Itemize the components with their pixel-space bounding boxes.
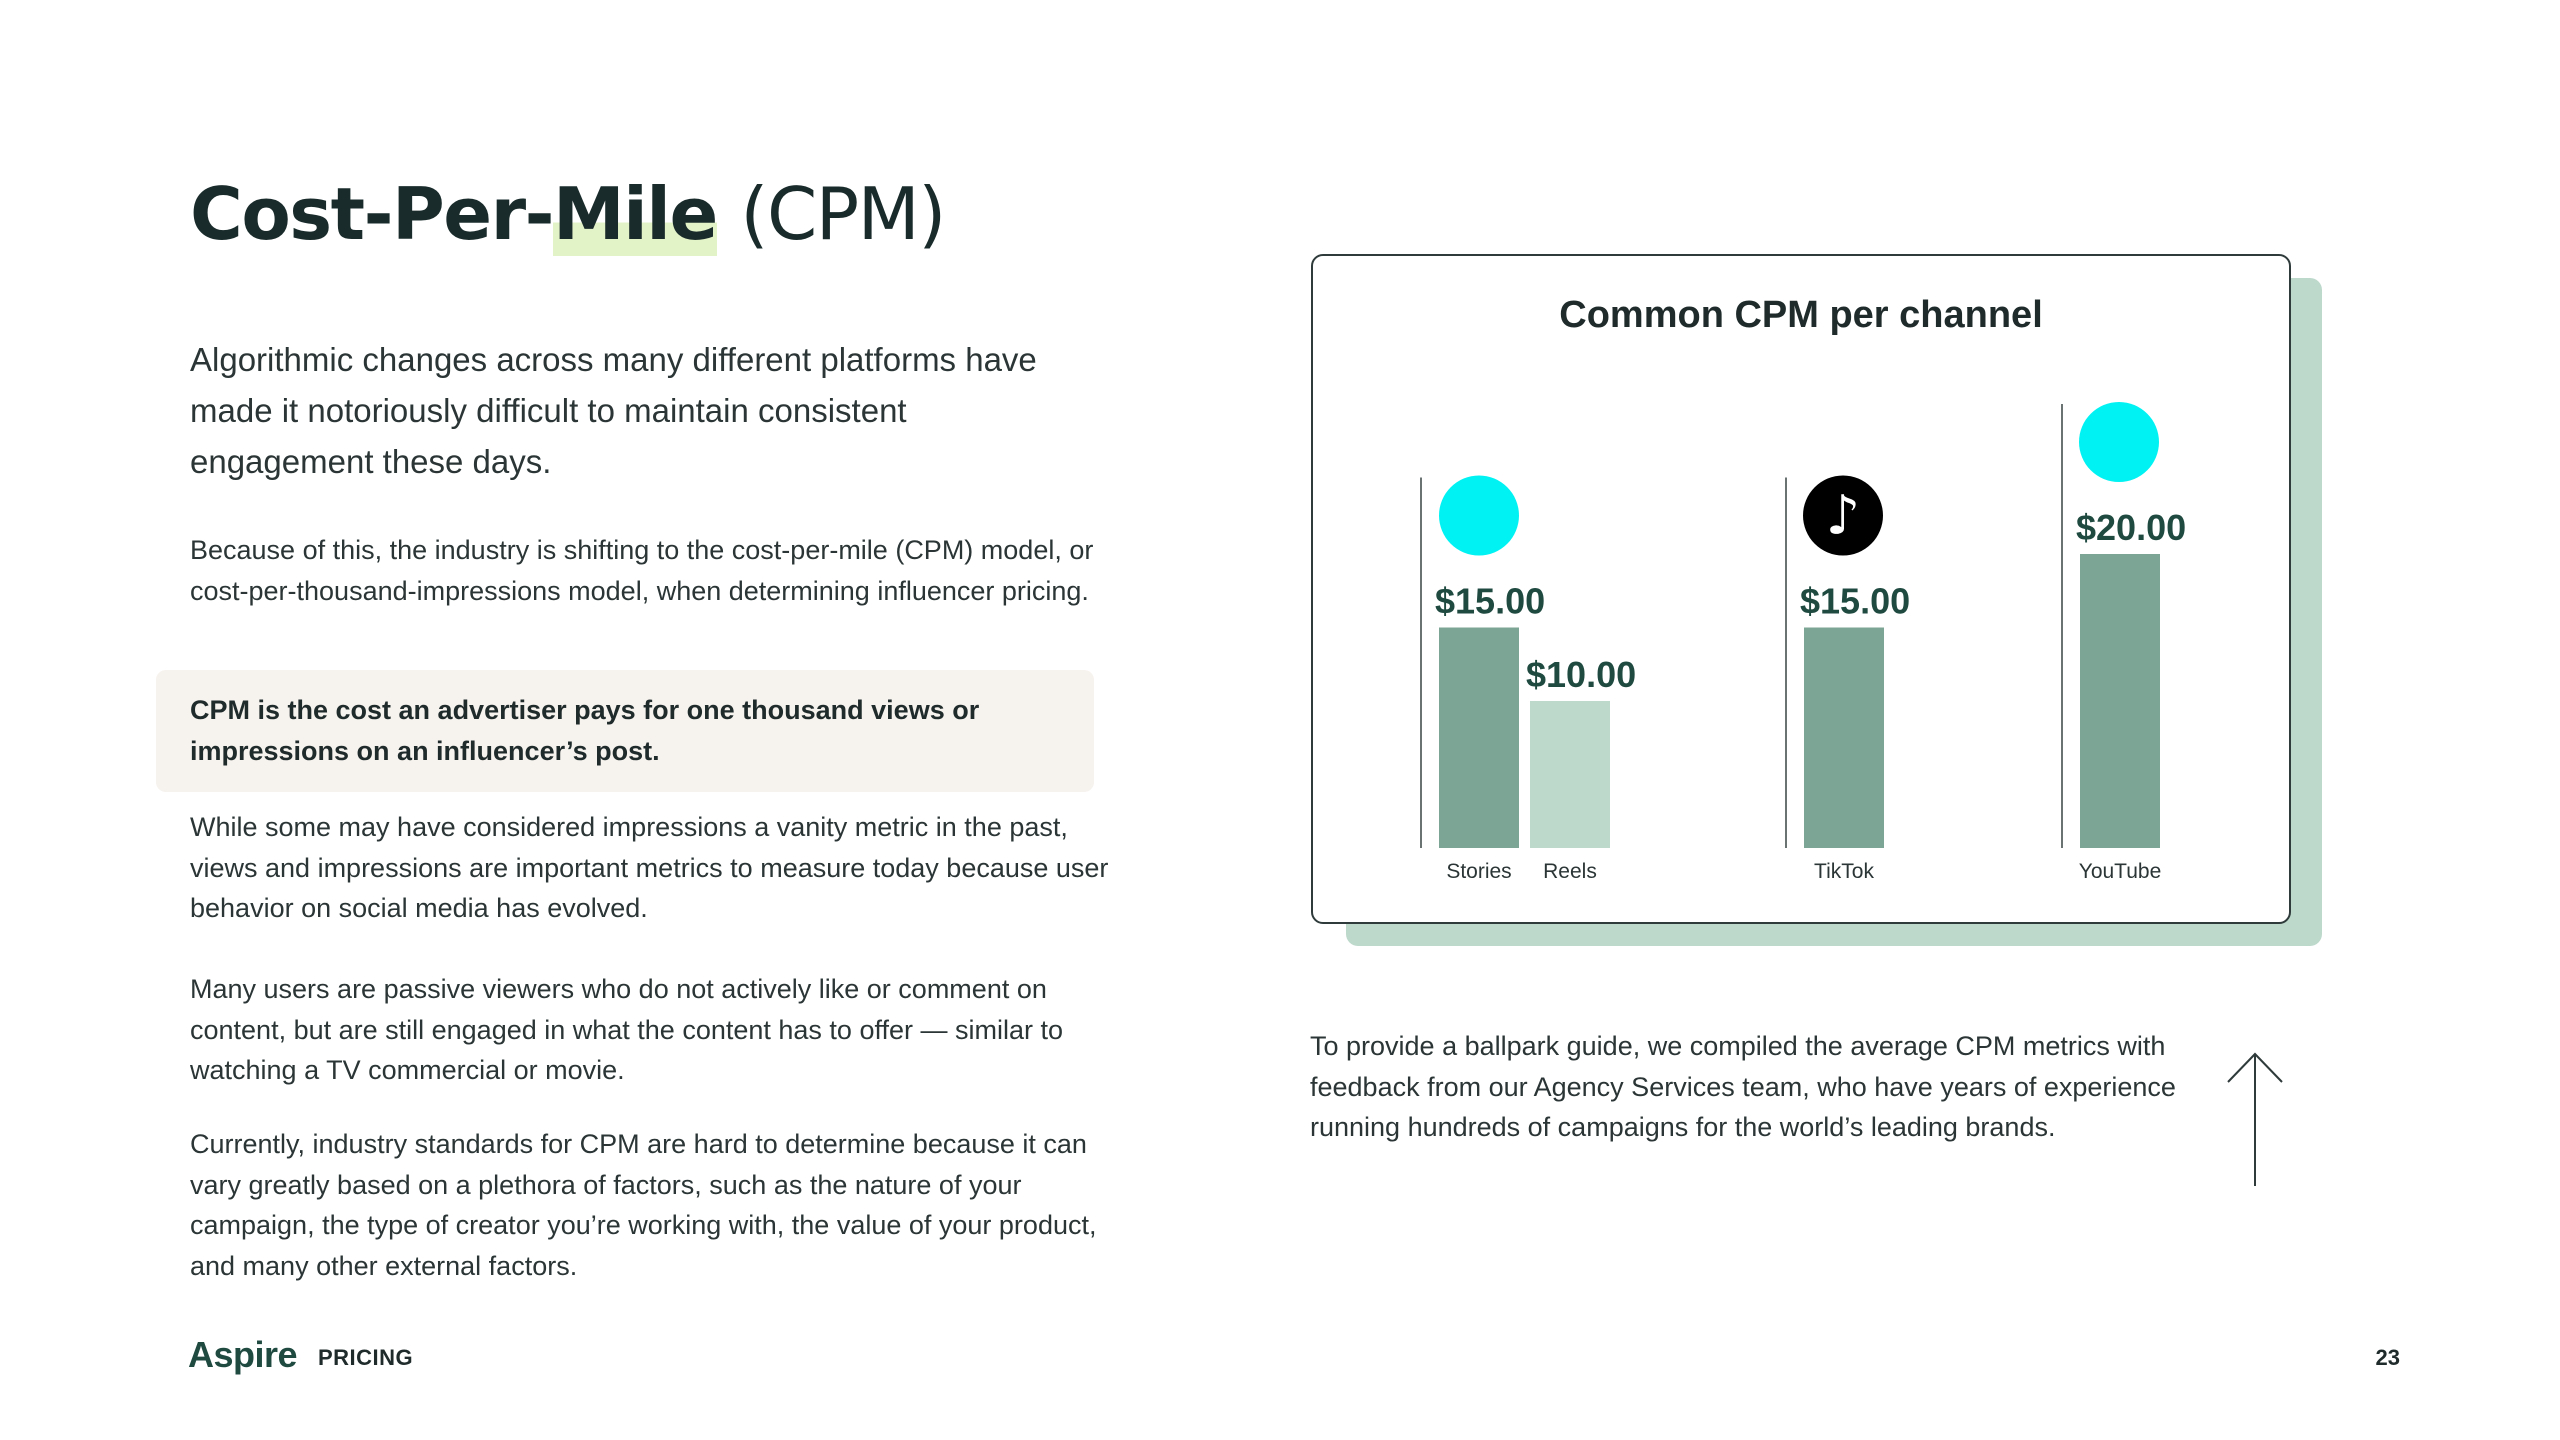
category-label: YouTube	[2078, 860, 2162, 883]
cpm-bar-chart	[1313, 256, 2289, 922]
guide-text: To provide a ballpark guide, we compiled the average CPM metrics with feedback from our Agency Services team, who have years of experience running hundreds of campaigns for the world’s leading brands.	[1310, 1031, 2176, 1142]
aspire-logo: Aspire	[188, 1334, 298, 1375]
category-label: Reels	[1543, 860, 1597, 883]
value-label: $15.00	[1800, 580, 1911, 622]
page-number: 23	[2375, 1345, 2400, 1370]
bar-tiktok	[1804, 628, 1884, 849]
bar-youtube	[2080, 554, 2160, 848]
paragraph-3: Many users are passive viewers who do not actively like or comment on content, but are still engaged in what the content has to offer — similar to watching a TV commercial or movie.	[190, 974, 1064, 1085]
value-label: $10.00	[1526, 654, 1637, 695]
value-label: $20.00	[2076, 507, 2187, 548]
value-label: $15.00	[1435, 580, 1546, 622]
tiktok-glyph: ♪	[1825, 483, 1861, 547]
bar-stories	[1439, 628, 1519, 849]
arrow-up-icon	[2220, 1050, 2290, 1190]
title-paren: (CPM)	[740, 172, 945, 256]
instagram-icon	[1439, 476, 1519, 556]
title-part: Cost-Per-	[190, 172, 553, 256]
bar-reels	[1530, 701, 1610, 848]
intro-text: Algorithmic changes across many different platforms have made it notoriously difficult to maintain consistent engagement these days.	[190, 341, 1037, 480]
callout-text: CPM is the cost an advertiser pays for one thousand views or impressions on an influencer’s post.	[190, 695, 980, 766]
paragraph-1: Because of this, the industry is shifting to the cost-per-mile (CPM) model, or cost-per-thousand-impressions model, when determining influencer pricing.	[190, 535, 1094, 606]
title-space	[717, 172, 741, 256]
paragraph-2: While some may have considered impressions a vanity metric in the past, views and impressions are important metrics to measure today because user behavior on social media has evolved.	[190, 812, 1109, 923]
chart-title: Common CPM per channel	[1559, 294, 2043, 336]
definition-callout	[156, 670, 1094, 792]
youtube-icon	[2079, 402, 2159, 482]
category-label: Stories	[1446, 860, 1512, 883]
paragraph-4: Currently, industry standards for CPM are hard to determine because it can vary greatly based on a plethora of factors, such as the nature of your campaign, the type of creator you’re working with, the value of your product, and many other external factors.	[190, 1129, 1097, 1281]
title-highlight: Mile	[552, 172, 717, 256]
page-title	[190, 172, 945, 256]
chart-card	[1311, 254, 2291, 924]
category-label: TikTok	[1814, 860, 1874, 883]
section-label: PRICING	[318, 1345, 414, 1370]
